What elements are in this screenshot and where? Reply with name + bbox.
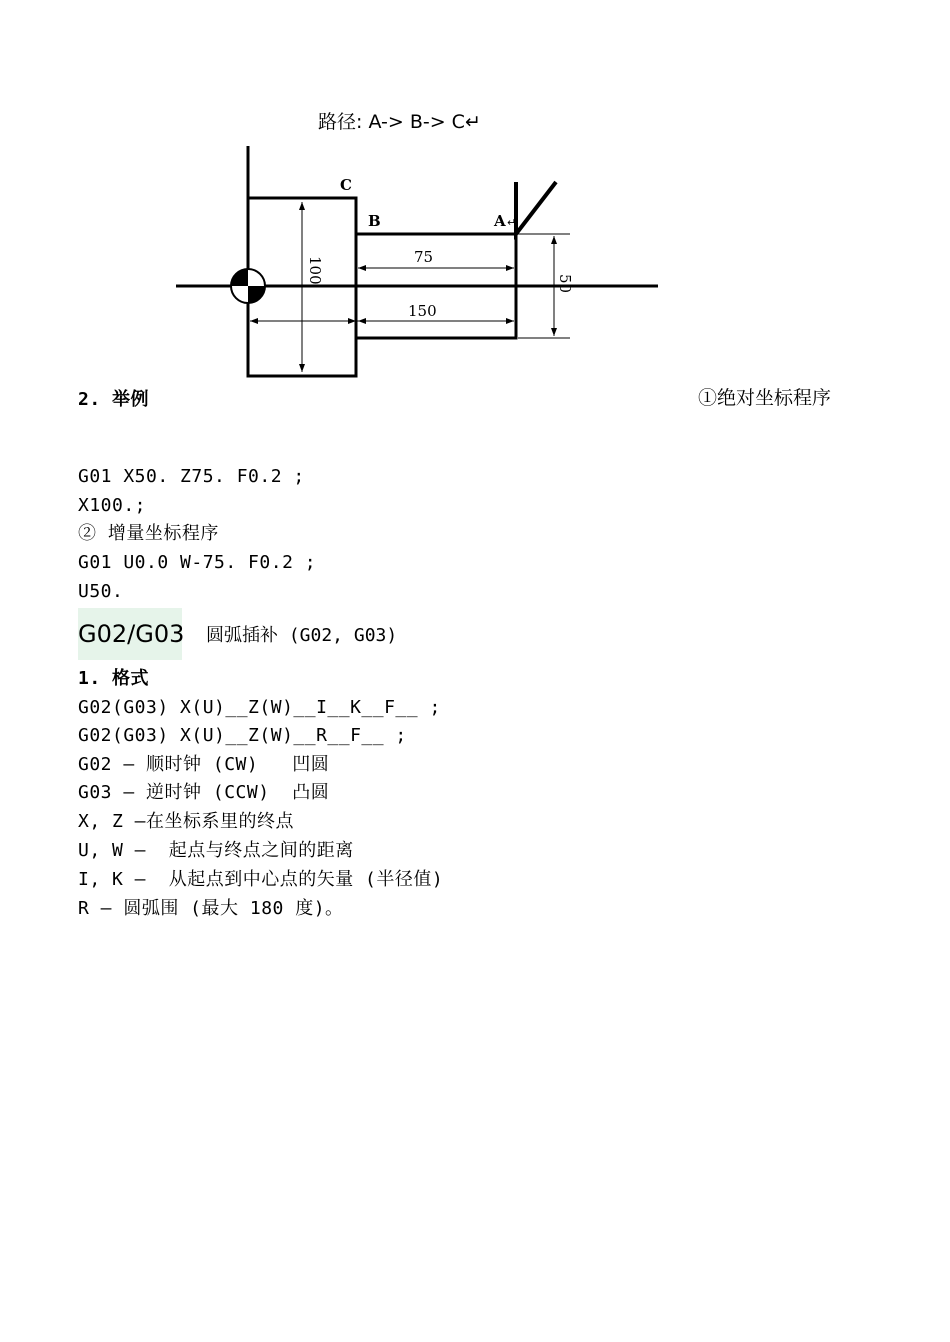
dim-150-arrow-right bbox=[506, 318, 514, 324]
dim-75-label: 75 bbox=[414, 248, 434, 266]
dim-75-arrow-left bbox=[358, 265, 366, 271]
dim-75-arrow-right bbox=[506, 265, 514, 271]
path-diagram-svg bbox=[158, 86, 706, 386]
format-line: I, K – 从起点到中心点的矢量 (半径值) bbox=[78, 869, 444, 890]
absolute-program-line-2: X100.; bbox=[78, 495, 147, 516]
section-code: G02/G03 bbox=[78, 608, 182, 660]
incremental-program-line-2: U50. bbox=[78, 581, 124, 602]
point-c-label: C bbox=[340, 176, 352, 194]
point-b-label: B bbox=[368, 212, 381, 230]
cutting-tool bbox=[516, 182, 556, 234]
format-line: R – 圆弧围 (最大 180 度)。 bbox=[78, 898, 344, 919]
example-heading: 2. 举例 bbox=[78, 389, 150, 410]
incremental-program-label: ② 增量坐标程序 bbox=[78, 523, 219, 544]
format-line: G02(G03) X(U)__Z(W)__R__F__ ; bbox=[78, 725, 407, 746]
point-a-label: A bbox=[494, 212, 506, 230]
dim-50-arrow-top bbox=[551, 236, 557, 244]
dim-100-arrow-top bbox=[299, 202, 305, 210]
format-line: U, W – 起点与终点之间的距离 bbox=[78, 840, 354, 861]
section-header bbox=[78, 605, 397, 663]
format-line: G02 – 顺时钟 (CW) 凹圆 bbox=[78, 754, 330, 775]
format-heading: 1. 格式 bbox=[78, 668, 150, 689]
format-line: G03 – 逆时钟 (CCW) 凸圆 bbox=[78, 782, 330, 803]
path-diagram bbox=[158, 86, 706, 386]
format-line: G02(G03) X(U)__Z(W)__I__K__F__ ; bbox=[78, 697, 441, 718]
point-a-mark: ↵ bbox=[507, 216, 517, 229]
section-title: 圆弧插补 (G02, G03) bbox=[206, 625, 398, 646]
dim-100-arrow-bottom bbox=[299, 364, 305, 372]
absolute-program-label: ①绝对坐标程序 bbox=[698, 387, 832, 409]
dim-150-arrow-left bbox=[250, 318, 258, 324]
format-line: X, Z –在坐标系里的终点 bbox=[78, 811, 295, 832]
incremental-program-line-1: G01 U0.0 W-75. F0.2 ; bbox=[78, 552, 317, 573]
dim-150-arrow-mid-right bbox=[358, 318, 366, 324]
dim-50-label: 50 bbox=[556, 274, 574, 294]
dim-50-arrow-bottom bbox=[551, 328, 557, 336]
diagram-caption: 路径: A-> B-> C↵ bbox=[318, 111, 481, 133]
origin-quadrant-1 bbox=[231, 269, 248, 286]
origin-quadrant-2 bbox=[248, 286, 265, 303]
dim-150-label: 150 bbox=[408, 302, 437, 320]
absolute-program-line-1: G01 X50. Z75. F0.2 ; bbox=[78, 466, 305, 487]
dim-100-label: 100 bbox=[306, 256, 324, 285]
